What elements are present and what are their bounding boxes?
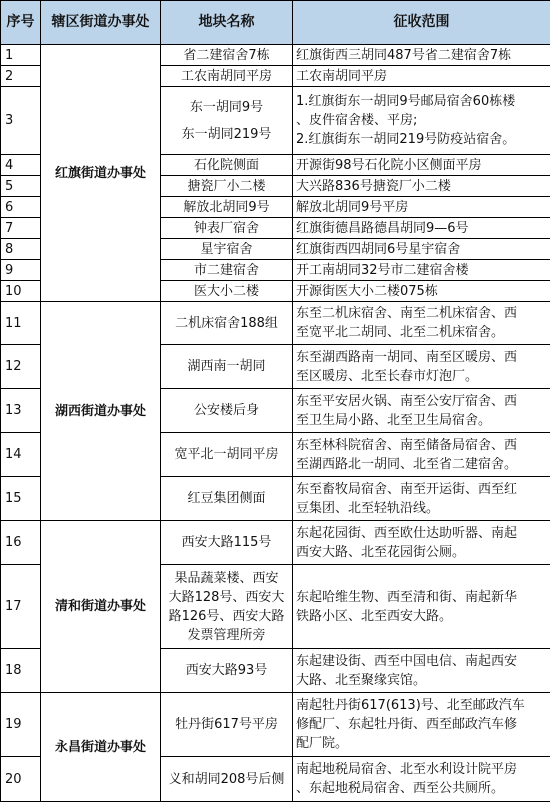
scope-line: 铁路小区、北至西安大路。 [296, 608, 453, 624]
scope-line: 1.红旗街东一胡同9号邮局宿舍60栋楼 [296, 94, 516, 109]
scope-text [293, 757, 550, 802]
scope-text: 红旗街西四胡同6号星宇宿舍 [293, 239, 550, 260]
scope-text: 大兴路836号搪瓷厂小二楼 [293, 176, 550, 197]
plot-name-line: 果品蔬菜楼、西安 [174, 570, 279, 586]
scope-text [293, 389, 550, 433]
plot-name: 义和胡同208号后侧 [161, 757, 293, 802]
scope-line: 西安大路、北至花园街公厕。 [296, 544, 466, 560]
serial-number: 8 [1, 239, 41, 260]
plot-name: 公安楼后身 [161, 389, 293, 433]
serial-number: 7 [1, 218, 41, 239]
scope-line: 东起建设街、西至中国电信、南起西安 [296, 653, 518, 669]
serial-number: 13 [1, 389, 41, 433]
plot-name: 工农南胡同平房 [161, 66, 293, 87]
scope-line: 、皮件宿舍楼、平房; [296, 113, 418, 128]
serial-number: 16 [1, 521, 41, 565]
plot-name: 搪瓷厂小二楼 [161, 176, 293, 197]
scope-text: 开源街98号石化院小区侧面平房 [293, 155, 550, 176]
scope-line: 至宽平北二胡同、北至二机床宿舍。 [296, 325, 505, 340]
scope-text [293, 565, 550, 649]
serial-number: 12 [1, 345, 41, 389]
scope-line: 东至平安居火锅、南至公安厅宿舍、西 [296, 393, 518, 409]
scope-line: 至卫生局小路、北至卫生局宿舍。 [296, 412, 492, 428]
scope-text [293, 87, 550, 155]
serial-number: 19 [1, 693, 41, 757]
serial-number: 3 [1, 87, 41, 155]
district-cell-huxi: 湖西街道办事处 [41, 302, 161, 521]
scope-text [293, 521, 550, 565]
plot-name: 市二建宿舍 [161, 260, 293, 281]
scope-text [293, 649, 550, 693]
plot-name-line: 东一胡同219号 [181, 126, 272, 142]
scope-line: 东至湖西路南一胡同、南至区暖房、西 [296, 349, 518, 365]
scope-text [293, 345, 550, 389]
scope-text: 红旗街西三胡同487号省二建宿舍7栋 [293, 45, 550, 66]
scope-line: 东起哈维生物、西至清和街、南起新华 [296, 589, 518, 605]
plot-name [161, 87, 293, 155]
plot-name: 西安大路115号 [161, 521, 293, 565]
table-row [1, 521, 550, 565]
district-cell-hongqi: 红旗街道办事处 [41, 45, 161, 302]
serial-number: 15 [1, 477, 41, 521]
scope-line: 配厂院。 [296, 736, 349, 751]
plot-name-line: 东一胡同9号 [189, 99, 264, 115]
scope-line: 东至林科院宿舍、南至储备局宿舍、西 [296, 437, 518, 453]
plot-name: 西安大路93号 [161, 649, 293, 693]
district-cell-yongchang: 永昌街道办事处 [41, 693, 161, 802]
plot-name: 省二建宿舍7栋 [161, 45, 293, 66]
serial-number: 6 [1, 197, 41, 218]
header-scope: 征收范围 [293, 1, 550, 45]
scope-line: 东起花园街、西至欧仕达助听器、南起 [296, 525, 518, 541]
scope-line: 2.红旗街东一胡同219号防疫站宿舍。 [296, 132, 516, 147]
serial-number: 1 [1, 45, 41, 66]
plot-name: 解放北胡同9号 [161, 197, 293, 218]
scope-line: 修配厂、东起牡丹街、西至邮政汽车修 [296, 717, 518, 732]
scope-line: 东至畜牧局宿舍、南至开运街、西至红 [296, 481, 518, 497]
serial-number: 14 [1, 433, 41, 477]
scope-text: 工农南胡同平房 [293, 66, 550, 87]
serial-number: 10 [1, 281, 41, 302]
scope-text [293, 302, 550, 345]
serial-number: 11 [1, 302, 41, 345]
scope-text: 开源街医大小二楼075栋 [293, 281, 550, 302]
plot-name: 红豆集团侧面 [161, 477, 293, 521]
serial-number: 20 [1, 757, 41, 802]
header-serial-number: 序号 [1, 1, 41, 45]
serial-number: 18 [1, 649, 41, 693]
plot-name: 湖西南一胡同 [161, 345, 293, 389]
plot-name: 二机床宿舍188组 [161, 302, 293, 345]
serial-number: 17 [1, 565, 41, 649]
header-row [1, 1, 550, 45]
table-row [1, 302, 550, 345]
scope-text: 开工南胡同32号市二建宿舍楼 [293, 260, 550, 281]
plot-name-line: 发票管理所旁 [187, 627, 266, 643]
scope-line: 东至二机床宿舍、南至二机床宿舍、西 [296, 306, 518, 321]
plot-name-line: 路126号、西安大路 [168, 608, 285, 624]
serial-number: 2 [1, 66, 41, 87]
scope-line: 至湖西路北一胡同、北至省二建宿舍。 [296, 456, 518, 472]
serial-number: 5 [1, 176, 41, 197]
scope-line: 至区暖房、北至长春市灯泡厂。 [296, 368, 479, 384]
serial-number: 9 [1, 260, 41, 281]
plot-name-line: 大路128号、西安大 [168, 589, 285, 605]
table-row [1, 45, 550, 66]
plot-name: 星宇宿舍 [161, 239, 293, 260]
header-district-office: 辖区街道办事处 [41, 1, 161, 45]
plot-name: 医大小二楼 [161, 281, 293, 302]
scope-text: 红旗街德昌路德昌胡同9—6号 [293, 218, 550, 239]
plot-name: 牡丹街617号平房 [161, 693, 293, 757]
scope-text [293, 477, 550, 521]
serial-number: 4 [1, 155, 41, 176]
scope-text: 解放北胡同9号平房 [293, 197, 550, 218]
plot-name: 钟表厂宿舍 [161, 218, 293, 239]
scope-line: 、东起地税局宿舍、西至公共厕所。 [296, 781, 505, 796]
district-cell-qinghe: 清和街道办事处 [41, 521, 161, 693]
plot-name: 宽平北一胡同平房 [161, 433, 293, 477]
scope-line: 南起牡丹街617(613)号、北至邮政汽车 [296, 698, 525, 713]
plot-name [161, 565, 293, 649]
scope-line: 豆集团、北至轻轨沿线。 [296, 500, 440, 516]
scope-line: 南起地税局宿舍、北至水利设计院平房 [296, 762, 518, 777]
table-row [1, 693, 550, 757]
scope-line: 大路、北至聚缘宾馆。 [296, 672, 427, 688]
header-plot-name: 地块名称 [161, 1, 293, 45]
scope-text [293, 433, 550, 477]
plot-name: 石化院侧面 [161, 155, 293, 176]
scope-text [293, 693, 550, 757]
